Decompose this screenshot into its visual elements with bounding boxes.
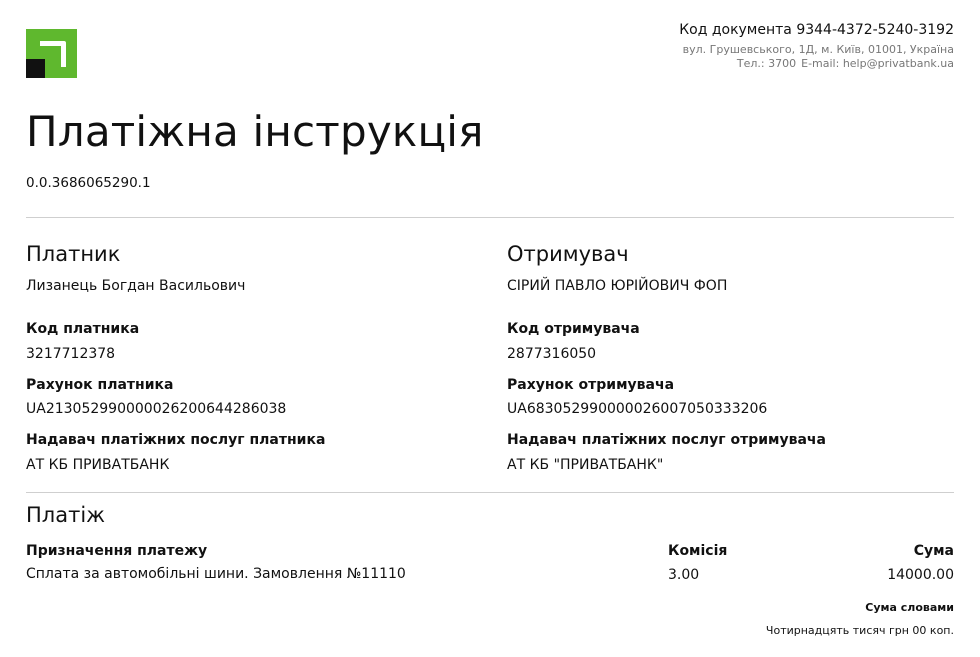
sum-in-words-label: Сума словами	[865, 601, 954, 614]
recipient-bank-label: Надавач платіжних послуг отримувача	[507, 432, 826, 448]
recipient-code: 2877316050	[507, 346, 597, 362]
payer-code-label: Код платника	[26, 321, 140, 337]
payer-code: 3217712378	[26, 346, 116, 362]
payer-account-label: Рахунок платника	[26, 377, 174, 393]
document-number: 0.0.3686065290.1	[26, 175, 151, 191]
recipient-account: UA683052990000026007050333206	[507, 401, 768, 417]
sum-label: Сума	[913, 543, 954, 559]
payer-section-title: Платник	[26, 242, 121, 266]
recipient-code-label: Код отримувача	[507, 321, 640, 337]
purpose-label: Призначення платежу	[26, 543, 208, 559]
purpose-value: Сплата за автомобільні шини. Замовлення №11110	[26, 566, 406, 582]
divider-payment	[26, 492, 954, 493]
bank-address: вул. Грушевського, 1Д, м. Київ, 01001, Україна	[682, 43, 954, 56]
recipient-section-title: Отримувач	[507, 242, 629, 266]
page-title: Платіжна інструкція	[26, 107, 484, 156]
fee-value: 3.00	[668, 567, 700, 583]
payer-account: UA213052990000026200644286038	[26, 401, 287, 417]
document-code: Код документа 9344-4372-5240-3192	[679, 22, 954, 38]
bank-contacts	[737, 57, 954, 70]
payer-bank-label: Надавач платіжних послуг платника	[26, 432, 326, 448]
sum-in-words: Чотирнадцять тисяч грн 00 коп.	[765, 624, 954, 637]
bank-email: E-mail: help@privatbank.ua	[801, 57, 954, 70]
logo-black-square	[26, 59, 45, 78]
recipient-bank: АТ КБ "ПРИВАТБАНК"	[507, 457, 664, 473]
payer-bank: АТ КБ ПРИВАТБАНК	[26, 457, 170, 473]
recipient-name: СІРИЙ ПАВЛО ЮРІЙОВИЧ ФОП	[507, 278, 728, 294]
fee-label: Комісія	[668, 543, 728, 559]
recipient-account-label: Рахунок отримувача	[507, 377, 675, 393]
privatbank-logo	[26, 29, 77, 78]
divider-top	[26, 217, 954, 218]
payer-name: Лизанець Богдан Васильович	[26, 278, 246, 294]
sum-value: 14000.00	[887, 567, 954, 583]
payment-section-title: Платіж	[26, 503, 106, 527]
bank-phone: Тел.: 3700	[736, 57, 797, 70]
